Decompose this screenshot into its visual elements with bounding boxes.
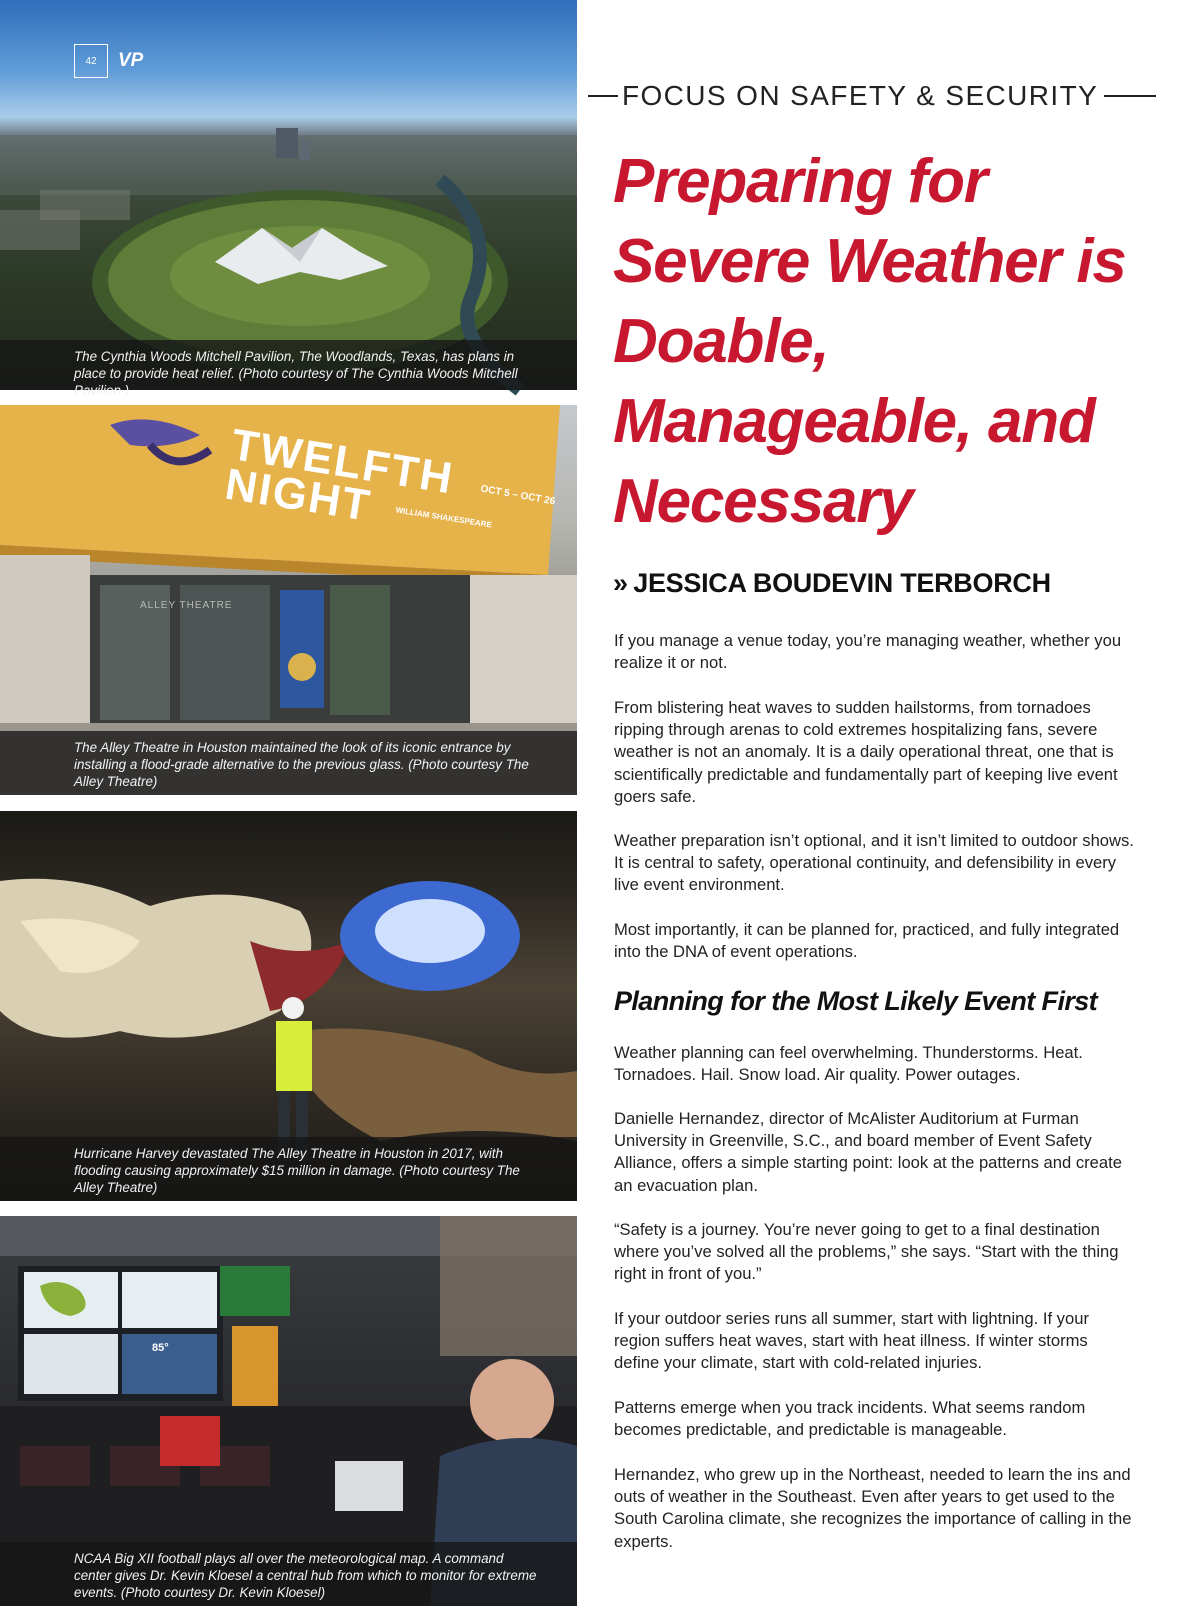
byline [613, 568, 1051, 599]
command-center-photo [0, 1216, 577, 1606]
section-rule-left [588, 95, 618, 96]
body-paragraph: From blistering heat waves to sudden hailstorms, from tornadoes ripping through arenas to cold extremes hospitalizing fans, severe weather is not an anomaly. It is a daily operational threat, one that is scientifically predictable and fundamentally part of keeping live event goers safe. [614, 698, 1118, 806]
photo-caption: NCAA Big XII football plays all over the meteorological map. A command center gives Dr. Kevin Kloesel a central hub from which to monitor for extreme events. (Photo courtesy Dr. Kevin Kloesel) [0, 1542, 577, 1606]
theatre-sign: ALLEY THEATRE [140, 600, 233, 611]
screen-temperature: 85° [152, 1342, 169, 1354]
photo-caption: The Cynthia Woods Mitchell Pavilion, The Woodlands, Texas, has plans in place to provide heat relief. (Photo courtesy of The Cynthia Woods Mitchell Pavilion.) [0, 340, 577, 390]
section-rule-right [1104, 95, 1156, 96]
banner-title: TWELFTH NIGHT [221, 420, 458, 531]
section-subhead: Planning for the Most Likely Event First [614, 986, 1098, 1016]
body-paragraph: If your outdoor series runs all summer, start with lightning. If your region suffers heat waves, start with heat illness. If winter storms define your climate, start with cold-related injuries. [614, 1309, 1089, 1373]
vp-logo: VP [118, 50, 144, 71]
pavilion-aerial-photo [0, 0, 577, 398]
byline-chevron-icon: » [613, 568, 623, 598]
body-paragraph: Danielle Hernandez, director of McAlister Auditorium at Furman University in Greenville, S.C., and board member of Event Safety Alliance, offers a simple starting point: look at the patterns and create an evacuation plan. [614, 1109, 1122, 1195]
hurricane-damage-photo [0, 811, 577, 1201]
body-paragraph: “Safety is a journey. You’re never going to get to a final destination where you’ve solved all the problems,” she says. “Start with the thing right in front of you.” [614, 1220, 1119, 1284]
alley-theatre-entrance-photo [0, 405, 577, 795]
body-paragraph: If you manage a venue today, you’re managing weather, whether you realize it or not. [614, 631, 1122, 673]
body-paragraph: Most importantly, it can be planned for, practiced, and fully integrated into the DNA of event operations. [614, 920, 1120, 962]
page-number: 42 [74, 44, 108, 78]
section-header [588, 78, 1156, 114]
body-paragraph: Weather preparation isn’t optional, and it isn’t limited to outdoor shows. It is central to safety, operational continuity, and defensibility in every live event environment. [614, 831, 1134, 895]
author-name: JESSICA BOUDEVIN TERBORCH [633, 568, 1051, 598]
body-paragraph: Weather planning can feel overwhelming. Thunderstorms. Heat. Tornadoes. Hail. Snow load. Air quality. Power outages. [614, 1043, 1083, 1085]
photo-caption: Hurricane Harvey devastated The Alley Theatre in Houston in 2017, with flooding causing approximately $15 million in damage. (Photo courtesy The Alley Theatre) [0, 1137, 577, 1201]
body-paragraph: Patterns emerge when you track incidents. What seems random becomes predictable, and predictable is manageable. [614, 1398, 1086, 1440]
banner-subtitle: WILLIAM SHAKESPEARE [394, 505, 493, 530]
section-label: FOCUS ON SAFETY & SECURITY [622, 80, 1099, 111]
body-paragraph: Hernandez, who grew up in the Northeast, needed to learn the ins and outs of weather in the Southeast. Even after years to get used to the South Carolina climate, she recognizes the importance of calling in the experts. [614, 1465, 1132, 1551]
photo-caption: The Alley Theatre in Houston maintained the look of its iconic entrance by installing a flood-grade alternative to the previous glass. (Photo courtesy The Alley Theatre) [0, 731, 577, 795]
article-headline: Preparing for Severe Weather is Doable, Manageable, and Necessary [613, 147, 1126, 536]
banner-date: OCT 5 – OCT 26 [479, 483, 556, 508]
